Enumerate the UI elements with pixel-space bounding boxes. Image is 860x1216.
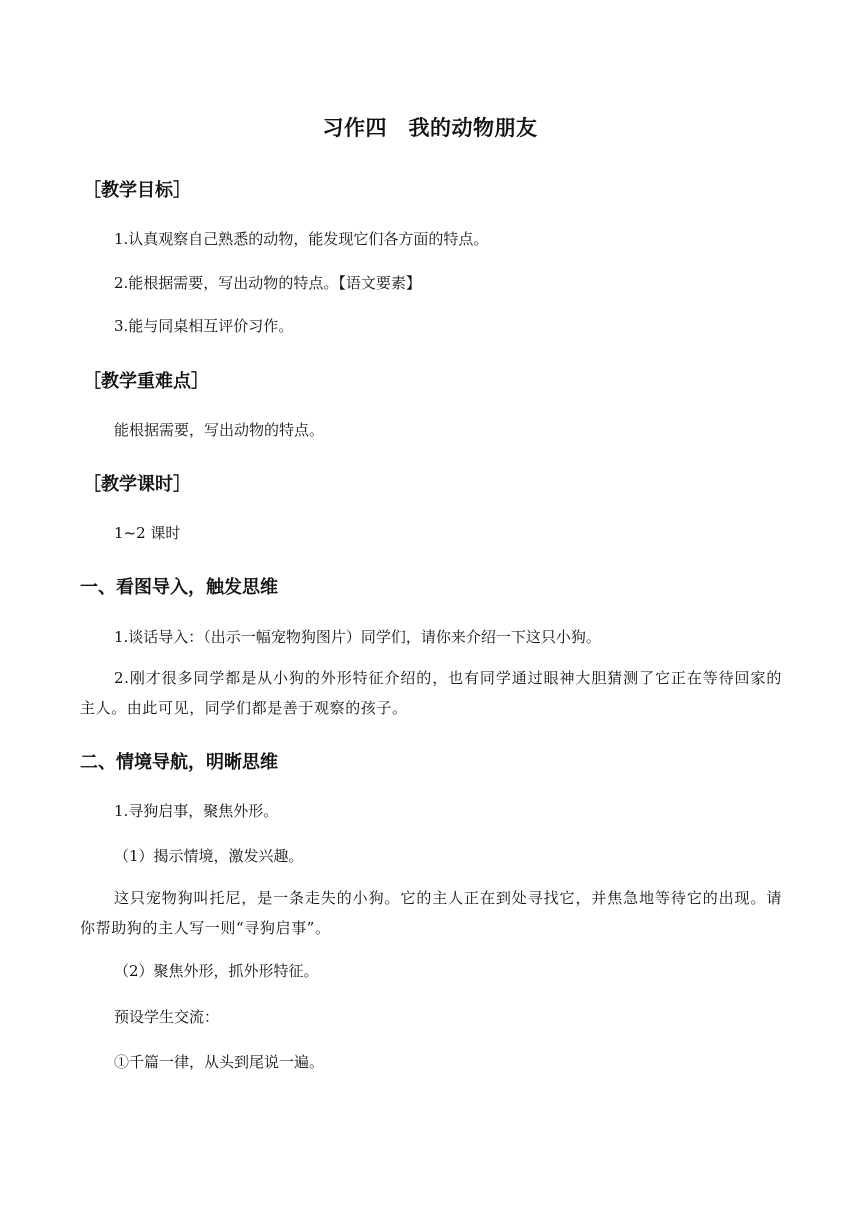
part1-paragraph-2: 2.刚才很多同学都是从小狗的外形特征介绍的，也有同学通过眼神大胆猜测了它正在等待回家的主人。由此可见，同学们都是善于观察的孩子。 <box>80 669 782 717</box>
section-heading-hours: ［教学课时］ <box>83 474 191 495</box>
goal-item-3: 3.能与同桌相互评价习作。 <box>114 317 294 335</box>
part2-paragraph-1: 1.寻狗启事，聚焦外形。 <box>114 802 279 820</box>
hours-text: 1~2 课时 <box>114 524 181 542</box>
part2-paragraph-3: 这只宠物狗叫托尼，是一条走失的小狗。它的主人正在到处寻找它，并焦急地等待它的出现。请你帮助狗的主人写一则“寻狗启事”。 <box>80 889 782 937</box>
goal-item-1: 1.认真观察自己熟悉的动物，能发现它们各方面的特点。 <box>114 230 489 248</box>
part2-paragraph-6: ①千篇一律，从头到尾说一遍。 <box>114 1053 325 1071</box>
goal-item-2: 2.能根据需要，写出动物的特点。【语文要素】 <box>114 274 421 292</box>
part2-paragraph-5: 预设学生交流： <box>114 1008 220 1026</box>
page-title: 习作四 我的动物朋友 <box>322 116 538 140</box>
keypoints-text: 能根据需要，写出动物的特点。 <box>114 421 325 439</box>
part2-heading: 二、情境导航，明晰思维 <box>80 752 278 773</box>
section-heading-keypoints: ［教学重难点］ <box>83 371 209 392</box>
part2-paragraph-4: （2）聚焦外形，抓外形特征。 <box>114 962 319 980</box>
part1-heading: 一、看图导入，触发思维 <box>80 577 278 598</box>
part2-paragraph-2: （1）揭示情境，激发兴趣。 <box>114 847 304 865</box>
section-heading-goals: ［教学目标］ <box>83 180 191 201</box>
part1-paragraph-1: 1.谈话导入：（出示一幅宠物狗图片）同学们，请你来介绍一下这只小狗。 <box>114 628 601 646</box>
